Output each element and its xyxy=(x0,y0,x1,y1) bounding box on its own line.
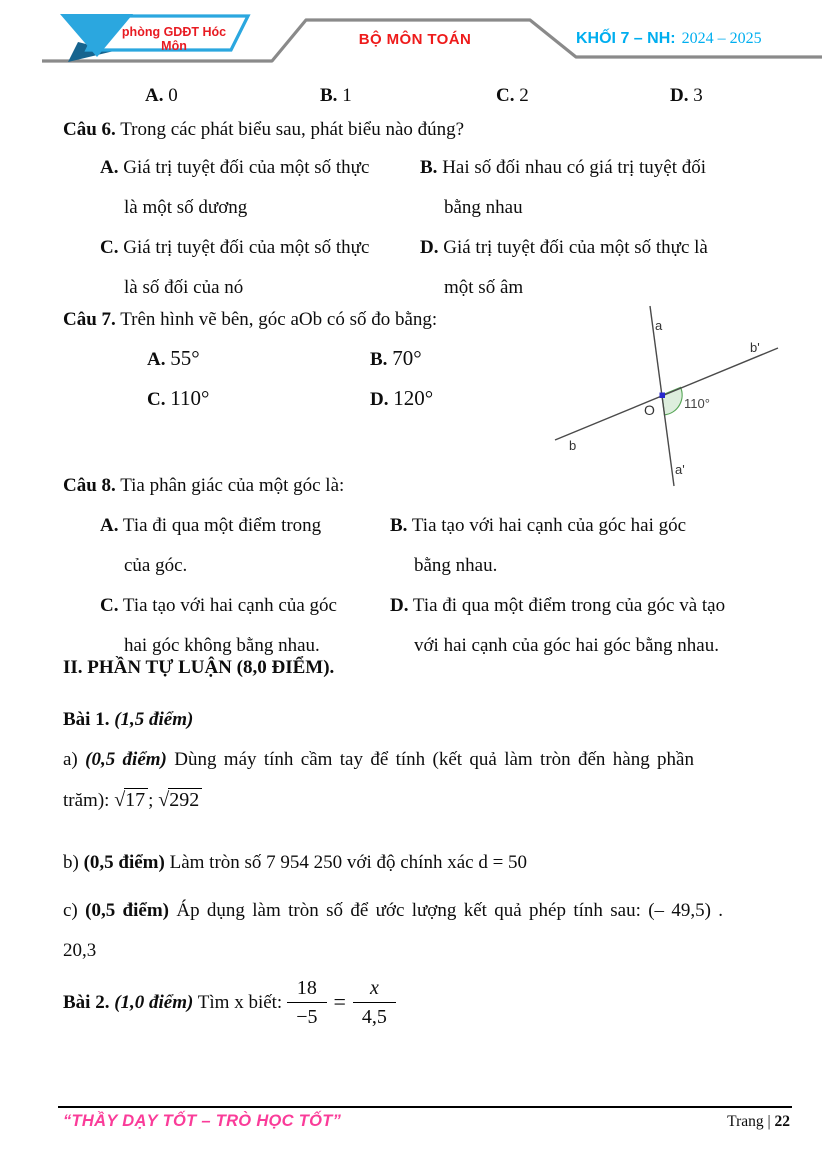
footer-slogan: “THẦY DẠY TỐT – TRÒ HỌC TỐT” xyxy=(63,1112,342,1130)
footer-page-number: Trang | 22 xyxy=(727,1113,790,1130)
radical-icon: √ xyxy=(114,789,125,811)
fraction-18-over-minus5: $\frac{18}{-5}$ xyxy=(287,976,326,1029)
question-6-option-a: A. Giá trị tuyệt đối của một số thực là một số dương xyxy=(100,157,370,218)
exercise-1a-line1: a) (0,5 điểm) Dùng máy tính cầm tay để tính (kết quả làm tròn đến hàng phần xyxy=(63,749,694,770)
exercise-2-line: Bài 2. (1,0 điểm) Tìm x biết: $\frac{18}{-5}$ = $\frac{x}{4,5}$ xyxy=(63,966,401,1038)
question-6-option-d: D. Giá trị tuyệt đối của một số thực là một số âm xyxy=(420,237,708,298)
point-O-marker xyxy=(660,393,666,399)
answer-option-d: D. 3 xyxy=(670,85,703,106)
question-7-option-d: D. 120° xyxy=(370,386,434,410)
label-angle-110: 110° xyxy=(684,396,710,411)
header-year: 2024 – 2025 xyxy=(681,30,762,47)
label-a-prime: a' xyxy=(675,462,685,477)
footer-rule xyxy=(58,1106,792,1108)
question-8-option-c: C. Tia tạo với hai cạnh của góc hai góc không bằng nhau. xyxy=(100,595,337,656)
header-subject: BỘ MÔN TOÁN xyxy=(358,31,472,48)
answer-option-a: A. 0 xyxy=(145,85,178,106)
label-b-prime: b' xyxy=(750,340,760,355)
question-7-option-c: C. 110° xyxy=(147,386,210,410)
equals-sign: = xyxy=(333,989,346,1014)
question-6-title: Câu 6. Trong các phát biểu sau, phát biểu nào đúng? xyxy=(63,119,465,140)
header-grade-year xyxy=(576,30,762,48)
question-7-figure xyxy=(545,298,780,488)
question-8-option-d: D. Tia đi qua một điểm trong của góc và tạo với hai cạnh của góc hai góc bằng nhau. xyxy=(390,595,726,656)
exercise-1c-line1: c) (0,5 điểm) Áp dụng làm tròn số để ước lượng kết quả phép tính sau: (– 49,5) . xyxy=(63,900,724,921)
exercise-1a-line2: trăm): √17 ; √292 xyxy=(63,780,202,821)
exercise-1b-line: b) (0,5 điểm) Làm tròn số 7 954 250 với độ chính xác d = 50 xyxy=(63,852,528,873)
answer-option-c: C. 2 xyxy=(496,85,529,106)
question-7-option-a: A. 55° xyxy=(147,346,200,370)
label-O: O xyxy=(644,402,655,418)
header-grade-label: KHỐI 7 – NH: xyxy=(576,30,676,47)
header-org-name: phòng GDĐT Hóc Môn xyxy=(121,25,227,53)
question-8-option-a: A. Tia đi qua một điểm trong của góc. xyxy=(100,515,322,576)
section-2-title: II. PHẦN TỰ LUẬN (8,0 ĐIỂM). xyxy=(63,657,335,678)
sqrt-292: √292 xyxy=(158,780,202,820)
question-7-option-b: B. 70° xyxy=(370,346,422,370)
question-7-title: Câu 7. Trên hình vẽ bên, góc aOb có số đo bằng: xyxy=(63,309,438,330)
radical-icon: √ xyxy=(158,789,169,811)
question-8-title: Câu 8. Tia phân giác của một góc là: xyxy=(63,475,345,496)
question-6-option-b: B. Hai số đối nhau có giá trị tuyệt đối bằng nhau xyxy=(420,157,707,218)
question-6-option-c: C. Giá trị tuyệt đối của một số thực là số đối của nó xyxy=(100,237,370,298)
sqrt-17: √17 xyxy=(114,780,148,820)
label-b: b xyxy=(569,438,577,453)
answer-option-b: B. 1 xyxy=(320,85,352,106)
label-a: a xyxy=(655,318,663,333)
question-8-option-b: B. Tia tạo với hai cạnh của góc hai góc bằng nhau. xyxy=(390,515,687,576)
fraction-x-over-4-5: $\frac{x}{4,5}$ xyxy=(353,976,396,1029)
exercise-1-title: Bài 1. (1,5 điểm) xyxy=(63,709,194,730)
exercise-1c-line2: 20,3 xyxy=(63,940,97,961)
